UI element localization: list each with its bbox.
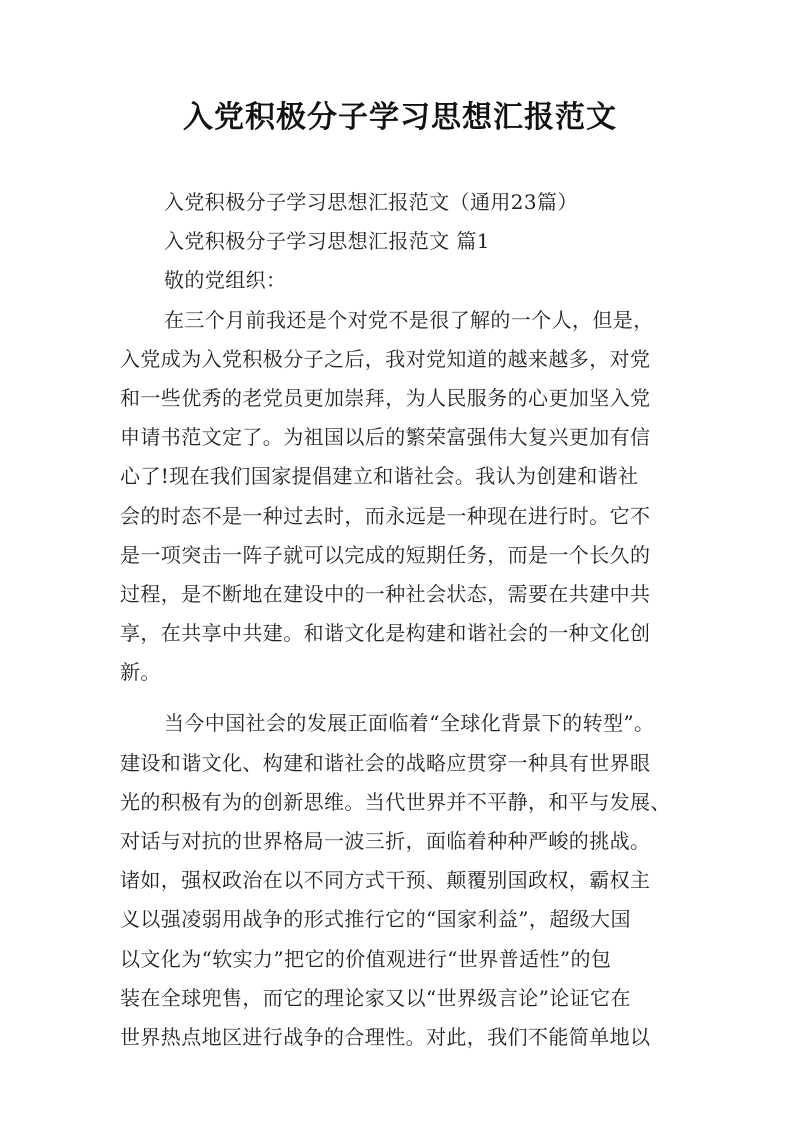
paragraph-line: 光的积极有为的创新思维。当代世界并不平静，和平与发展、 [120, 789, 671, 814]
section-heading: 入党积极分子学习思想汇报范文 篇1 [164, 229, 490, 254]
paragraph-line: 装在全球兜售，而它的理论家又以“世界级言论”论证它在 [120, 985, 631, 1010]
paragraph-line: 是一项突击一阵子就可以完成的短期任务，而是一个长久的 [120, 542, 651, 567]
paragraph-line: 申请书范文定了。为祖国以后的繁荣富强伟大复兴更加有信 [120, 425, 651, 450]
subtitle-line: 入党积极分子学习思想汇报范文（通用23篇） [164, 190, 578, 214]
paragraph-line: 入党成为入党积极分子之后，我对党知道的越来越多，对党 [120, 346, 651, 371]
paragraph-line: 诸如，强权政治在以不同方式干预、颠覆别国政权，霸权主 [120, 868, 651, 893]
paragraph-line: 世界热点地区进行战争的合理性。对此，我们不能简单地以 [120, 1024, 651, 1049]
paragraph-line: 以文化为“软实力”把它的价值观进行“世界普适性”的包 [120, 946, 612, 971]
paragraph-line: 过程，是不断地在建设中的一种社会状态，需要在共建中共 [120, 581, 651, 606]
paragraph-line: 会的时态不是一种过去时，而永远是一种现在进行时。它不 [120, 503, 651, 528]
document-body [120, 183, 685, 1057]
paragraph-gap [120, 692, 685, 704]
salutation: 敬的党组织： [164, 268, 287, 293]
paragraph-line: 建设和谐文化、构建和谐社会的战略应贯穿一种具有世界眼 [120, 750, 651, 775]
paragraph-line: 义以强凌弱用战争的形式推行它的“国家利益”，超级大国 [120, 907, 631, 932]
paragraph-line: 在三个月前我还是个对党不是很了解的一个人，但是， [164, 307, 654, 332]
document-title: 入党积极分子学习思想汇报范文 [183, 100, 617, 135]
paragraph-line: 对话与对抗的世界格局一波三折，面临着种种严峻的挑战。 [120, 829, 651, 853]
paragraph-line: 享，在共享中共建。和谐文化是构建和谐社会的一种文化创 [120, 621, 651, 646]
paragraph-line: 新。 [120, 660, 161, 685]
paragraph-line: 和一些优秀的老党员更加崇拜，为人民服务的心更加坚入党 [120, 385, 651, 410]
paragraph-line: 当今中国社会的发展正面临着“全球化背景下的转型”。 [164, 711, 655, 736]
paragraph-line: 心了!现在我们国家提倡建立和谐社会。我认为创建和谐社 [120, 464, 639, 489]
